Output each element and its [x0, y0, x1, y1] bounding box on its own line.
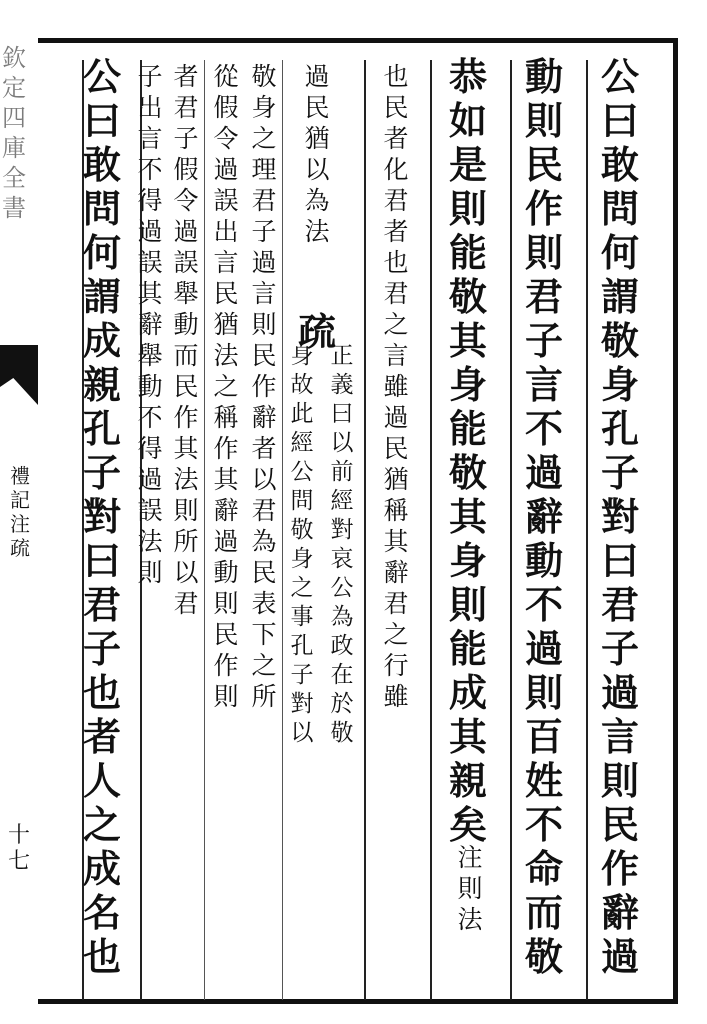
- glyph: 者: [173, 62, 199, 91]
- glyph: 民: [383, 93, 409, 122]
- glyph: 以: [173, 558, 199, 587]
- glyph: 言: [213, 248, 239, 277]
- glyph: 問: [82, 186, 121, 231]
- glyph: 則: [524, 670, 563, 715]
- glyph: 謂: [82, 274, 121, 319]
- glyph: 過: [251, 248, 277, 277]
- glyph: 書: [2, 194, 26, 222]
- book-title: [2, 46, 26, 226]
- glyph: 民: [213, 279, 239, 308]
- glyph: 而: [173, 341, 199, 370]
- glyph: 雖: [383, 682, 409, 711]
- column-rule: [204, 60, 205, 1000]
- glyph: 如: [448, 98, 487, 143]
- glyph: 行: [383, 651, 409, 680]
- glyph: 身: [448, 538, 487, 583]
- glyph: 曰: [600, 98, 639, 143]
- glyph: 成: [82, 846, 121, 891]
- glyph: 能: [448, 406, 487, 451]
- column-rule: [510, 60, 512, 1000]
- glyph: 則: [251, 310, 277, 339]
- glyph: 其: [137, 279, 163, 308]
- glyph: 過: [213, 527, 239, 556]
- glyph: 子: [82, 626, 121, 671]
- glyph: 義: [330, 372, 354, 398]
- glyph: 疏: [10, 536, 30, 560]
- glyph: 民: [600, 802, 639, 847]
- glyph: 出: [137, 93, 163, 122]
- column-rule: [430, 60, 432, 1000]
- glyph: 所: [251, 682, 277, 711]
- glyph: 是: [448, 142, 487, 187]
- glyph: 下: [251, 620, 277, 649]
- glyph: 孔: [600, 406, 639, 451]
- glyph: 假: [213, 93, 239, 122]
- glyph: 誤: [137, 496, 163, 525]
- fish-tail-mark: [0, 345, 38, 405]
- glyph: 子: [251, 217, 277, 246]
- glyph: 何: [600, 230, 639, 275]
- glyph: 前: [330, 459, 354, 485]
- glyph: 辭: [251, 403, 277, 432]
- glyph: 敬: [448, 450, 487, 495]
- glyph: 公: [330, 575, 354, 601]
- glyph: 全: [2, 164, 26, 192]
- glyph: 孔: [82, 406, 121, 451]
- glyph: 身: [251, 93, 277, 122]
- glyph: 者: [383, 217, 409, 246]
- glyph: 法: [457, 905, 483, 934]
- glyph: 民: [251, 558, 277, 587]
- glyph: 以: [251, 465, 277, 494]
- glyph: 曰: [330, 401, 354, 427]
- glyph: 問: [290, 488, 314, 514]
- glyph: 其: [173, 434, 199, 463]
- glyph: 過: [213, 155, 239, 184]
- glyph: 者: [251, 434, 277, 463]
- glyph: 敢: [600, 142, 639, 187]
- glyph: 動: [137, 372, 163, 401]
- glyph: 理: [251, 155, 277, 184]
- glyph: 成: [448, 670, 487, 715]
- glyph: 舉: [173, 279, 199, 308]
- glyph: 之: [383, 310, 409, 339]
- glyph: 過: [383, 403, 409, 432]
- glyph: 作: [213, 434, 239, 463]
- glyph: 以: [304, 155, 330, 184]
- text-column-2: [516, 54, 572, 982]
- glyph: 君: [600, 582, 639, 627]
- glyph: 之: [290, 575, 314, 601]
- glyph: 辭: [383, 558, 409, 587]
- glyph: 政: [330, 633, 354, 659]
- glyph: 動: [213, 558, 239, 587]
- glyph: 則: [600, 758, 639, 803]
- glyph: 雖: [383, 372, 409, 401]
- glyph: 為: [330, 604, 354, 630]
- glyph: 表: [251, 589, 277, 618]
- glyph: 敬: [330, 720, 354, 746]
- glyph: 不: [524, 406, 563, 451]
- glyph: 則: [448, 186, 487, 231]
- glyph: 誤: [213, 186, 239, 215]
- glyph: 注: [10, 512, 30, 536]
- glyph: 言: [524, 362, 563, 407]
- glyph: 也: [383, 248, 409, 277]
- text-column-7: [208, 64, 244, 715]
- glyph: 子: [524, 318, 563, 363]
- glyph: 民: [173, 372, 199, 401]
- glyph: 曰: [82, 98, 121, 143]
- glyph: 也: [82, 934, 121, 979]
- glyph: 故: [290, 372, 314, 398]
- glyph: 所: [173, 527, 199, 556]
- glyph: 謂: [600, 274, 639, 319]
- glyph: 以: [290, 720, 314, 746]
- text-column-3-tail: [450, 876, 490, 938]
- glyph: 人: [82, 758, 121, 803]
- glyph: 疏: [297, 309, 336, 354]
- glyph: 名: [82, 890, 121, 935]
- glyph: 為: [251, 527, 277, 556]
- glyph: 四: [2, 104, 26, 132]
- glyph: 從: [213, 62, 239, 91]
- glyph: 對: [290, 691, 314, 717]
- glyph: 身: [448, 362, 487, 407]
- glyph: 動: [524, 538, 563, 583]
- shu-commentary: [282, 345, 362, 945]
- glyph: 君: [383, 279, 409, 308]
- glyph: 在: [330, 662, 354, 688]
- glyph: 法: [304, 217, 330, 246]
- glyph: 也: [82, 670, 121, 715]
- glyph: 過: [524, 626, 563, 671]
- glyph: 欽: [2, 44, 26, 72]
- glyph: 猶: [304, 124, 330, 153]
- glyph: 敬: [448, 274, 487, 319]
- glyph: 君: [173, 589, 199, 618]
- glyph: 成: [82, 318, 121, 363]
- glyph: 對: [600, 494, 639, 539]
- glyph: 君: [173, 93, 199, 122]
- glyph: 猶: [383, 465, 409, 494]
- glyph: 則: [524, 230, 563, 275]
- glyph: 君: [383, 186, 409, 215]
- text-column-8: [168, 64, 204, 622]
- glyph: 公: [290, 459, 314, 485]
- glyph: 作: [600, 846, 639, 891]
- glyph: 令: [213, 124, 239, 153]
- glyph: 言: [600, 714, 639, 759]
- glyph: 辭: [600, 890, 639, 935]
- glyph: 為: [304, 186, 330, 215]
- glyph: 定: [2, 74, 26, 102]
- text-column-5: [297, 64, 337, 250]
- glyph: 經: [290, 430, 314, 456]
- glyph: 民: [251, 341, 277, 370]
- collection-title: [10, 460, 30, 560]
- glyph: 百: [524, 714, 563, 759]
- column-rule: [364, 60, 366, 1000]
- glyph: 子: [600, 450, 639, 495]
- glyph: 君: [251, 496, 277, 525]
- glyph: 而: [524, 890, 563, 935]
- glyph: 過: [524, 450, 563, 495]
- glyph: 事: [290, 604, 314, 630]
- glyph: 之: [82, 802, 121, 847]
- glyph: 令: [173, 186, 199, 215]
- glyph: 禮: [10, 464, 30, 488]
- glyph: 敬: [290, 517, 314, 543]
- glyph: 猶: [213, 310, 239, 339]
- glyph: 敢: [82, 142, 121, 187]
- glyph: 記: [10, 488, 30, 512]
- glyph: 過: [304, 62, 330, 91]
- glyph: 經: [330, 488, 354, 514]
- zhu-marker: [450, 845, 490, 876]
- glyph: 作: [251, 372, 277, 401]
- glyph: 此: [290, 401, 314, 427]
- glyph: 正: [330, 343, 354, 369]
- glyph: 過: [137, 217, 163, 246]
- glyph: 不: [524, 802, 563, 847]
- glyph: 身: [290, 546, 314, 572]
- glyph: 親: [82, 362, 121, 407]
- text-column-4: [376, 64, 416, 715]
- glyph: 也: [383, 62, 409, 91]
- glyph: 法: [137, 527, 163, 556]
- glyph: 曰: [600, 538, 639, 583]
- glyph: 對: [330, 517, 354, 543]
- glyph: 作: [213, 651, 239, 680]
- glyph: 假: [173, 155, 199, 184]
- glyph: 十: [8, 823, 31, 848]
- glyph: 言: [251, 279, 277, 308]
- glyph: 則: [213, 682, 239, 711]
- glyph: 之: [251, 651, 277, 680]
- column-rule: [586, 60, 588, 1000]
- text-column-9: [132, 64, 168, 591]
- glyph: 恭: [448, 54, 487, 99]
- glyph: 辭: [524, 494, 563, 539]
- glyph: 敬: [251, 62, 277, 91]
- glyph: 子: [173, 124, 199, 153]
- glyph: 公: [82, 54, 121, 99]
- glyph: 則: [524, 98, 563, 143]
- glyph: 不: [524, 582, 563, 627]
- glyph: 稱: [383, 496, 409, 525]
- glyph: 君: [524, 274, 563, 319]
- glyph: 其: [448, 494, 487, 539]
- glyph: 君: [251, 186, 277, 215]
- glyph: 不: [137, 403, 163, 432]
- glyph: 問: [600, 186, 639, 231]
- glyph: 其: [448, 714, 487, 759]
- glyph: 稱: [213, 403, 239, 432]
- glyph: 作: [524, 186, 563, 231]
- glyph: 法: [213, 341, 239, 370]
- glyph: 公: [600, 54, 639, 99]
- page-number: [8, 818, 31, 874]
- glyph: 言: [383, 341, 409, 370]
- glyph: 之: [383, 620, 409, 649]
- glyph: 君: [383, 589, 409, 618]
- text-column-1: [592, 54, 648, 982]
- glyph: 子: [600, 626, 639, 671]
- glyph: 舉: [137, 341, 163, 370]
- glyph: 法: [173, 465, 199, 494]
- glyph: 不: [137, 155, 163, 184]
- glyph: 君: [82, 582, 121, 627]
- glyph: 辭: [137, 310, 163, 339]
- glyph: 則: [173, 496, 199, 525]
- glyph: 親: [448, 758, 487, 803]
- glyph: 身: [600, 362, 639, 407]
- glyph: 之: [251, 124, 277, 153]
- text-column-3: [440, 54, 496, 850]
- glyph: 孔: [290, 633, 314, 659]
- glyph: 哀: [330, 546, 354, 572]
- glyph: 曰: [82, 538, 121, 583]
- text-column-6: [246, 64, 282, 715]
- glyph: 七: [8, 849, 31, 874]
- glyph: 民: [213, 620, 239, 649]
- glyph: 以: [330, 430, 354, 456]
- glyph: 能: [448, 626, 487, 671]
- margin-strip: [0, 40, 38, 1000]
- glyph: 矣: [448, 802, 487, 847]
- glyph: 其: [448, 318, 487, 363]
- glyph: 其: [213, 465, 239, 494]
- glyph: 動: [173, 310, 199, 339]
- glyph: 其: [383, 527, 409, 556]
- text-column-10: [74, 54, 130, 982]
- glyph: 得: [137, 434, 163, 463]
- glyph: 庫: [2, 134, 26, 162]
- glyph: 之: [213, 372, 239, 401]
- glyph: 命: [524, 846, 563, 891]
- glyph: 子: [137, 62, 163, 91]
- glyph: 能: [448, 230, 487, 275]
- glyph: 言: [137, 124, 163, 153]
- glyph: 民: [383, 434, 409, 463]
- glyph: 作: [173, 403, 199, 432]
- glyph: 注: [457, 843, 483, 872]
- glyph: 於: [330, 691, 354, 717]
- glyph: 過: [600, 934, 639, 979]
- glyph: 動: [524, 54, 563, 99]
- glyph: 過: [600, 670, 639, 715]
- glyph: 子: [290, 662, 314, 688]
- glyph: 則: [448, 582, 487, 627]
- glyph: 則: [137, 558, 163, 587]
- glyph: 何: [82, 230, 121, 275]
- glyph: 過: [137, 465, 163, 494]
- glyph: 誤: [137, 248, 163, 277]
- glyph: 民: [524, 142, 563, 187]
- glyph: 敬: [524, 934, 563, 979]
- glyph: 則: [213, 589, 239, 618]
- glyph: 得: [137, 186, 163, 215]
- glyph: 身: [290, 343, 314, 369]
- glyph: 則: [457, 874, 483, 903]
- glyph: 辭: [213, 496, 239, 525]
- glyph: 對: [82, 494, 121, 539]
- glyph: 過: [173, 217, 199, 246]
- glyph: 者: [82, 714, 121, 759]
- glyph: 誤: [173, 248, 199, 277]
- glyph: 子: [82, 450, 121, 495]
- glyph: 民: [304, 93, 330, 122]
- glyph: 者: [383, 124, 409, 153]
- glyph: 敬: [600, 318, 639, 363]
- glyph: 出: [213, 217, 239, 246]
- glyph: 姓: [524, 758, 563, 803]
- glyph: 化: [383, 155, 409, 184]
